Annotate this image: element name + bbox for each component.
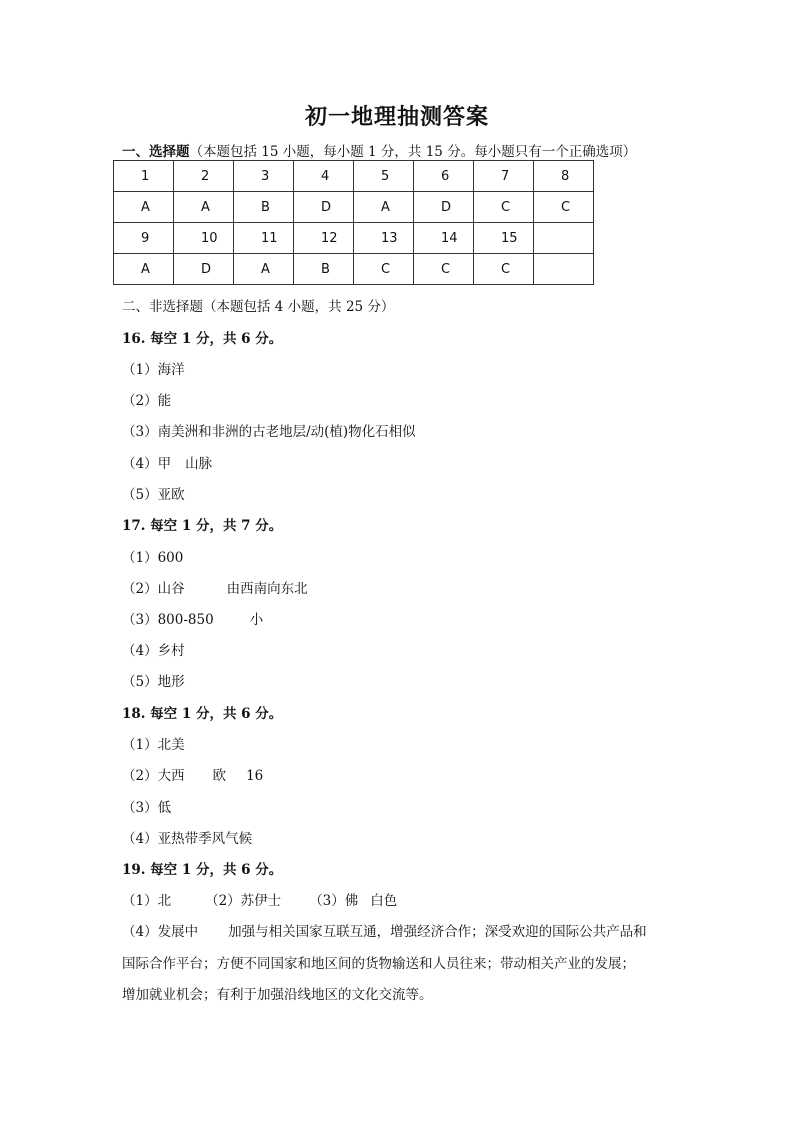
answer-table-cell: B	[294, 254, 354, 285]
answer-table-cell: 13	[354, 223, 414, 254]
answer-table-cell: A	[234, 254, 294, 285]
answer-table-cell: 11	[234, 223, 294, 254]
answer-table-cell: C	[534, 192, 594, 223]
q17-answer-4: （4）乡村	[122, 643, 185, 659]
q19-answer-4-line-1	[122, 920, 647, 940]
section-1-heading	[122, 140, 636, 160]
answer-table-cell: 7	[474, 161, 534, 192]
answer-table-cell: 12	[294, 223, 354, 254]
answer-table-cell: 5	[354, 161, 414, 192]
q17-answer-2-a: （2）山谷	[122, 581, 185, 597]
q19-heading: 19. 每空 1 分，共 6 分。	[122, 862, 283, 878]
q19-answer-3-b: 白色	[370, 893, 398, 909]
answer-table-cell: 14	[414, 223, 474, 254]
answer-table-row	[114, 161, 594, 192]
answer-table-cell: 10	[174, 223, 234, 254]
q19-answer-2: （2）苏伊士	[205, 893, 282, 909]
q17-answer-3-b: 小	[249, 612, 264, 628]
answer-table-row	[114, 254, 594, 285]
answer-table-cell: A	[174, 192, 234, 223]
q19-answer-1-3	[122, 889, 397, 909]
answer-table-cell: 2	[174, 161, 234, 192]
q16-answer-5: （5）亚欧	[122, 487, 185, 503]
q16-heading: 16. 每空 1 分，共 6 分。	[122, 331, 283, 347]
answer-table-cell: 15	[474, 223, 534, 254]
answer-table-cell: 8	[534, 161, 594, 192]
answer-table-cell	[534, 223, 594, 254]
page-title: 初一地理抽测答案	[304, 104, 489, 130]
q19-answer-4-a: （4）发展中	[122, 924, 199, 940]
q17-answer-2	[122, 577, 308, 597]
q16-answer-4-b: 山脉	[185, 456, 213, 472]
q17-answer-5: （5）地形	[122, 674, 185, 690]
answer-table-cell: 4	[294, 161, 354, 192]
q18-answer-1: （1）北美	[122, 737, 185, 753]
answer-table-cell: D	[414, 192, 474, 223]
q18-answer-2-a: （2）大西	[122, 768, 185, 784]
q18-answer-2-b: 欧	[212, 768, 227, 784]
answer-table-cell	[534, 254, 594, 285]
answer-table-cell: C	[414, 254, 474, 285]
answer-table-cell: B	[234, 192, 294, 223]
answer-table-cell: 9	[114, 223, 174, 254]
answer-table-cell: 3	[234, 161, 294, 192]
q19-answer-4-text-1: 加强与相关国家互联互通，增强经济合作；深受欢迎的国际公共产品和	[228, 924, 647, 940]
q18-answer-2	[122, 764, 263, 784]
answer-table-cell: A	[114, 192, 174, 223]
answer-table-cell: C	[474, 192, 534, 223]
answer-table-cell: 6	[414, 161, 474, 192]
q17-answer-3	[122, 608, 263, 628]
q16-answer-3: （3）南美洲和非洲的古老地层/动(植)物化石相似	[122, 424, 416, 440]
answer-table	[113, 160, 594, 285]
q19-answer-1: （1）北	[122, 893, 172, 909]
q16-answer-2: （2）能	[122, 393, 172, 409]
answer-table-cell: A	[354, 192, 414, 223]
q19-answer-4-line-3: 增加就业机会；有利于加强沿线地区的文化交流等。	[122, 987, 433, 1003]
q19-answer-3-a: （3）佛	[309, 893, 359, 909]
answer-table-row	[114, 223, 594, 254]
q19-answer-4-line-2: 国际合作平台；方便不同国家和地区间的货物输送和人员往来；带动相关产业的发展；	[122, 956, 635, 972]
section-1-note: （本题包括 15 小题，每小题 1 分，共 15 分。每小题只有一个正确选项）	[189, 144, 637, 160]
answer-table-row	[114, 192, 594, 223]
answer-table-cell: C	[354, 254, 414, 285]
answer-table-cell: 1	[114, 161, 174, 192]
q16-answer-4	[122, 452, 212, 472]
answer-table-cell: C	[474, 254, 534, 285]
section-1-label: 一、选择题	[122, 144, 190, 160]
q17-answer-2-b: 由西南向东北	[226, 581, 308, 597]
q18-answer-2-c: 16	[246, 768, 264, 784]
q17-heading: 17. 每空 1 分，共 7 分。	[122, 518, 283, 534]
q17-answer-1: （1）600	[122, 550, 184, 566]
q18-answer-4: （4）亚热带季风气候	[122, 831, 253, 847]
q18-heading: 18. 每空 1 分，共 6 分。	[122, 706, 283, 722]
answer-table-cell: D	[174, 254, 234, 285]
q16-answer-1: （1）海洋	[122, 362, 185, 378]
q16-answer-4-a: （4）甲	[122, 456, 172, 472]
q18-answer-3: （3）低	[122, 800, 172, 816]
answer-table-cell: A	[114, 254, 174, 285]
answer-table-cell: D	[294, 192, 354, 223]
q17-answer-3-a: （3）800-850	[122, 612, 214, 628]
section-2-heading: 二、非选择题（本题包括 4 小题，共 25 分）	[122, 299, 395, 315]
